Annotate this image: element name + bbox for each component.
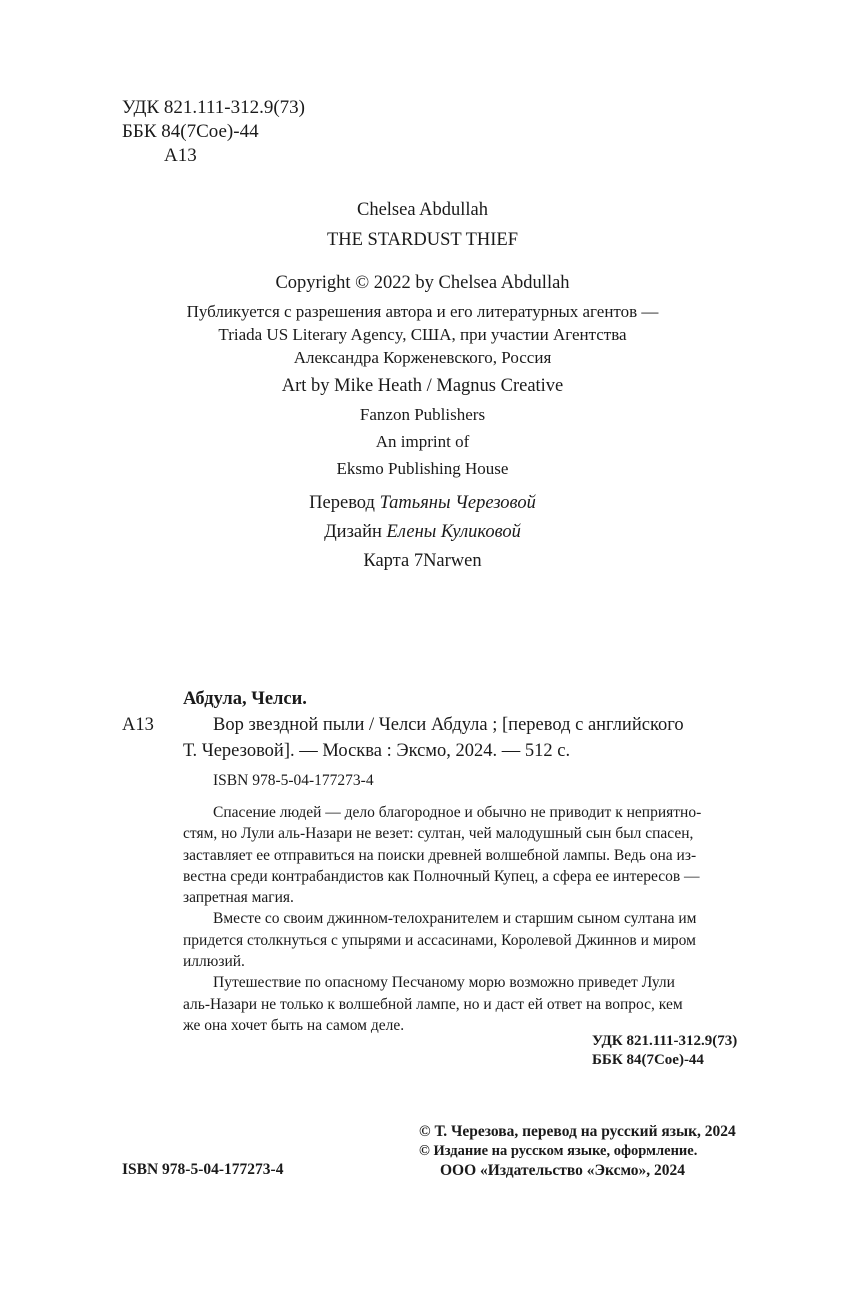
annotation-p2-line-2: придется столкнуться с упырями и ассасинами, Королевой Джиннов и миром bbox=[183, 931, 696, 949]
annotation-p1-line-5: запретная магия. bbox=[183, 889, 294, 907]
biblio-heading: Абдула, Челси. bbox=[183, 689, 307, 709]
annotation-udk: УДК 821.111-312.9(73) bbox=[592, 1033, 738, 1049]
footer-isbn: ISBN 978-5-04-177273-4 bbox=[122, 1161, 284, 1178]
biblio-isbn: ISBN 978-5-04-177273-4 bbox=[213, 772, 374, 789]
annotation-p3-line-3: же она хочет быть на самом деле. bbox=[183, 1016, 405, 1034]
annotation-p1-line-2: стям, но Лули аль-Назари не везет: султан, чей малодушный сын был спасен, bbox=[183, 825, 694, 843]
art-credit: Art by Mike Heath / Magnus Creative bbox=[281, 376, 564, 396]
translation-label: Перевод bbox=[309, 493, 375, 513]
permission-line-2: Triada US Literary Agency, США, при участии Агентства bbox=[218, 325, 627, 344]
original-title: THE STARDUST THIEF bbox=[326, 230, 519, 250]
copyright-edition: © Издание на русском языке, оформление. bbox=[419, 1143, 698, 1159]
design-credit bbox=[0, 522, 845, 543]
permission-line-3: Александра Корженевского, Россия bbox=[293, 348, 552, 367]
annotation-p2-line-3: иллюзий. bbox=[183, 953, 245, 971]
bbk-code: ББК 84(7Сое)-44 bbox=[122, 121, 259, 142]
annotation-p1-line-1: Спасение людей — дело благородное и обычно не приводит к неприятно- bbox=[213, 804, 702, 821]
biblio-line-2: Т. Черезовой]. — Москва : Эксмо, 2024. — 512 с. bbox=[183, 741, 571, 761]
copyright-translation: © Т. Черезова, перевод на русский язык, 2024 bbox=[419, 1123, 736, 1140]
copyright-line: Copyright © 2022 by Chelsea Abdullah bbox=[275, 273, 570, 293]
translator-name: Татьяны Черезовой bbox=[379, 493, 536, 513]
biblio-sign: А13 bbox=[122, 715, 154, 735]
publishing-house: Eksmo Publishing House bbox=[336, 459, 509, 478]
map-credit: Карта 7Narwen bbox=[363, 551, 482, 571]
annotation-p2-line-1: Вместе со своим джинном-телохранителем и старшим сыном султана им bbox=[213, 910, 697, 928]
biblio-line-1: Вор звездной пыли / Челси Абдула ; [перевод с английского bbox=[213, 715, 684, 735]
annotation-p3-line-1: Путешествие по опасному Песчаному морю возможно приведет Лули bbox=[213, 974, 675, 992]
annotation bbox=[183, 802, 760, 1036]
copyright-publisher: ООО «Издательство «Эксмо», 2024 bbox=[440, 1162, 686, 1179]
translation-credit bbox=[0, 493, 845, 514]
imprint-line: An imprint of bbox=[375, 432, 470, 451]
original-author: Chelsea Abdullah bbox=[356, 200, 489, 220]
annotation-p1-line-3: заставляет ее отправиться на поиски древней волшебной лампы. Ведь она из- bbox=[183, 846, 697, 864]
publisher: Fanzon Publishers bbox=[359, 405, 486, 424]
annotation-bbk: ББК 84(7Сое)-44 bbox=[592, 1052, 704, 1068]
udk-code: УДК 821.111-312.9(73) bbox=[122, 97, 305, 118]
design-label: Дизайн bbox=[324, 522, 382, 542]
permission-line-1: Публикуется с разрешения автора и его литературных агентов — bbox=[186, 302, 659, 321]
annotation-p1-line-4: вестна среди контрабандистов как Полночный Купец, а сфера ее интересов — bbox=[183, 867, 700, 885]
annotation-p3-line-2: аль-Назари не только к волшебной лампе, но и даст ей ответ на вопрос, кем bbox=[183, 995, 683, 1013]
author-sign: А13 bbox=[164, 145, 197, 166]
designer-name: Елены Куликовой bbox=[386, 522, 521, 542]
